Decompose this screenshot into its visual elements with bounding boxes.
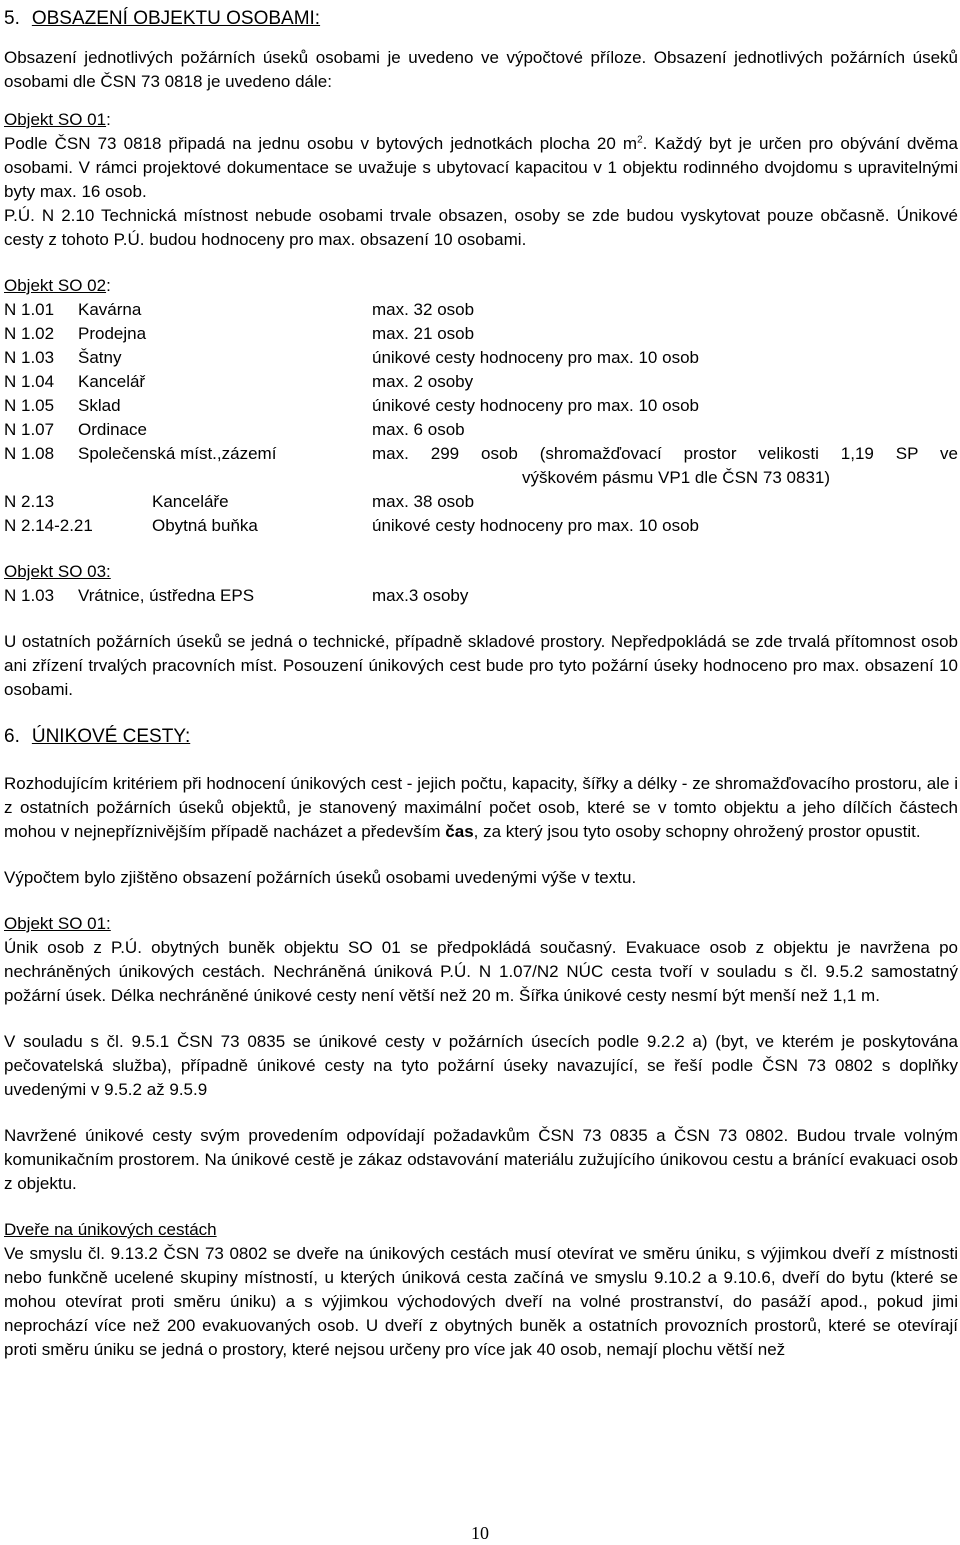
- occupancy-row: N 1.01 Kavárna max. 32 osob: [4, 300, 475, 319]
- so03-heading-text: Objekt SO 03:: [4, 562, 111, 581]
- escape-so01-heading: Objekt SO 01:: [4, 914, 111, 933]
- occupancy-row: N 1.08 Společenská míst.,zázemí max. 299 osob (shromažďovací prostor velikosti 1,19 SP ve: [4, 444, 958, 463]
- occupancy-row: N 1.03 Vrátnice, ústředna EPS max.3 osoby: [4, 586, 469, 605]
- section-number: 6.: [4, 726, 20, 747]
- doors-text: Ve smyslu čl. 9.13.2 ČSN 73 0802 se dveře na únikových cestách musí otevírat ve směru úniku, s výjimkou dveří z místnosti nebo funkčně ucelené skupiny místností, u kterých úniková cesta začíná ve smyslu 9.10.2 a 9.10.6, dveří do bytu (které se mohou otevírat proti směru úniku) a s výjimkou východových dveří na volné prostranství, do pasáží apod., pokud jimi neprochází více než 200 evakuovaných osob. U dveří z obytných buněk a ostatních provozních prostorů, které se otevírají proti směru úniku se jedná o prostory, které nejsou určeny pro více jak 40 osob, nemají plochu větší než: [4, 1244, 958, 1359]
- occupancy-row: N 1.07 Ordinace max. 6 osob: [4, 420, 465, 439]
- occupancy-row: N 1.04 Kancelář max. 2 osoby: [4, 372, 474, 391]
- section-6-heading: [4, 724, 958, 750]
- section-title: ÚNIKOVÉ CESTY:: [31, 726, 191, 747]
- escape-criteria: Rozhodujícím kritériem při hodnocení únikových cest - jejich počtu, kapacity, šířky a délky - ze shromažďovacího prostoru, ale i z ostatních požárních úseků objektů, je stanovený maximální počet osob, které se v tomto objektu a jeho dílčích částech mohou v nejnepříznivějším případě nacházet a především čas, za který jsou tyto osoby schopny ohrožený prostor opustit.: [4, 774, 958, 841]
- occupancy-intro: Obsazení jednotlivých požárních úseků osobami je uvedeno ve výpočtové příloze. Obsazení jednotlivých požárních úseků osobami dle ČSN 73 0818 je uvedeno dále:: [4, 48, 958, 91]
- section-5-heading: [4, 6, 958, 32]
- escape-so01-text: Únik osob z P.Ú. obytných buněk objektu SO 01 se předpokládá současný. Evakuace osob z objektu je navržena po nechráněných únikových cestách. Nechráněná úniková P.Ú. N 1.07/N2 NÚC cesta tvoří v souladu s čl. 9.5.2 samostatný požární úsek. Délka nechráněné únikové cesty není větší než 20 m. Šířka únikové cesty nesmí být menší než 1,1 m.: [4, 938, 958, 1005]
- so01-paragraph: Podle ČSN 73 0818 připadá na jednu osobu v bytových jednotkách plocha 20 $m^2$. Každý byt je určen pro obývání dvěma osobami. V rámci projektové dokumentace se uvažuje s ubytovací kapacitou v 1 objektu rodinného dvojdomu s upravitelnými byty max. 16 osob.: [4, 134, 958, 201]
- escape-compliance: Navržené únikové cesty svým provedením odpovídají požadavkům ČSN 73 0835 a ČSN 73 0802. Budou trvale volným komunikačním prostorem. Na únikové cestě je zákaz odstavování materiálu zužujícího únikovou cestu a bránící evakuaci osob z objektu.: [4, 1126, 958, 1193]
- escape-standard-ref: V souladu s čl. 9.5.1 ČSN 73 0835 se únikové cesty v požárních úsecích podle 9.2.2 a) (byt, ve kterém je poskytována pečovatelská služba), případně únikové cesty na tyto požární úseky navazující, se řeší podle ČSN 73 0802 s doplňky uvedenými v 9.5.2 až 9.5.9: [4, 1032, 958, 1099]
- occupancy-row: N 2.13 Kanceláře max. 38 osob: [4, 492, 475, 511]
- doors-heading: Dveře na únikových cestách: [4, 1220, 217, 1239]
- so03-heading: [4, 560, 958, 584]
- occupancy-row: N 2.14-2.21 Obytná buňka únikové cesty hodnoceny pro max. 10 osob: [4, 516, 699, 535]
- occupancy-row-continuation: výškovém pásmu VP1 dle ČSN 73 0831): [522, 468, 831, 487]
- page-number: 10: [471, 1523, 489, 1543]
- so02-heading: Objekt SO 02:: [4, 276, 111, 295]
- section-number: 5.: [4, 8, 20, 29]
- so01-heading-text: Objekt SO 01: [4, 110, 107, 129]
- occupancy-closing: U ostatních požárních úseků se jedná o technické, případně skladové prostory. Nepředpokládá se zde trvalá přítomnost osob ani zřízení trvalých pracovních míst. Posouzení únikových cest bude pro tyto požární úseky hodnoceno pro max. obsazení 10 osobami.: [4, 632, 958, 699]
- escape-calculation: Výpočtem bylo zjištěno obsazení požárních úseků osobami uvedenými výše v textu.: [4, 868, 637, 887]
- document-page: [4, 6, 958, 1362]
- occupancy-row: N 1.02 Prodejna max. 21 osob: [4, 324, 475, 343]
- so01-technical-room: P.Ú. N 2.10 Technická místnost nebude osobami trvale obsazen, osoby se zde budou vyskytovat pouze občasně. Únikové cesty z tohoto P.Ú. budou hodnoceny pro max. obsazení 10 osobami.: [4, 206, 958, 249]
- so02-heading-text: Objekt SO 02: [4, 276, 107, 295]
- so01-heading: Objekt SO 01:: [4, 110, 111, 129]
- occupancy-row: N 1.03 Šatny únikové cesty hodnoceny pro max. 10 osob: [4, 348, 699, 367]
- section-title: OBSAZENÍ OBJEKTU OSOBAMI:: [31, 8, 321, 29]
- occupancy-row: N 1.05 Sklad únikové cesty hodnoceny pro max. 10 osob: [4, 396, 699, 415]
